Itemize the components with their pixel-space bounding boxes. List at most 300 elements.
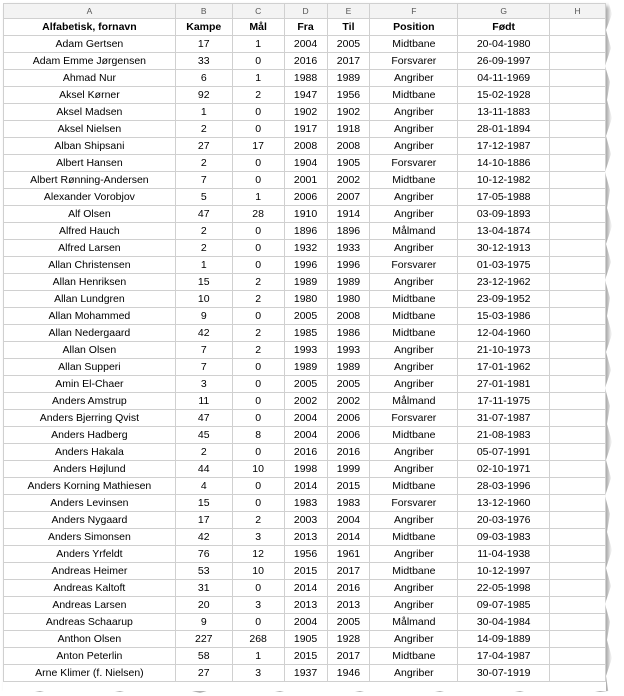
empty-cell[interactable] <box>550 274 606 291</box>
empty-cell[interactable] <box>550 563 606 580</box>
table-cell[interactable]: 1996 <box>327 257 370 274</box>
table-cell[interactable]: 05-07-1991 <box>458 444 550 461</box>
empty-cell[interactable] <box>550 257 606 274</box>
table-cell[interactable]: 2016 <box>327 444 370 461</box>
column-letter-g[interactable]: G <box>458 4 550 19</box>
table-cell[interactable]: Midtbane <box>370 648 458 665</box>
table-cell[interactable]: 2 <box>175 240 232 257</box>
empty-cell[interactable] <box>550 342 606 359</box>
table-cell[interactable]: Amin El-Chaer <box>4 376 176 393</box>
table-cell[interactable]: Angriber <box>370 342 458 359</box>
table-cell[interactable]: 1 <box>232 648 284 665</box>
empty-cell[interactable] <box>550 223 606 240</box>
table-cell[interactable]: 76 <box>175 546 232 563</box>
column-letter-a[interactable]: A <box>4 4 176 19</box>
table-cell[interactable]: 2 <box>232 291 284 308</box>
table-cell[interactable]: 0 <box>232 614 284 631</box>
table-cell[interactable]: 17-05-1988 <box>458 189 550 206</box>
table-cell[interactable]: 2004 <box>284 614 327 631</box>
empty-cell[interactable] <box>550 495 606 512</box>
table-cell[interactable]: Allan Mohammed <box>4 308 176 325</box>
table-cell[interactable]: 2006 <box>284 189 327 206</box>
table-cell[interactable]: 13-12-1960 <box>458 495 550 512</box>
table-cell[interactable]: Aksel Nielsen <box>4 121 176 138</box>
table-cell[interactable]: 1902 <box>327 104 370 121</box>
table-cell[interactable]: 2 <box>175 223 232 240</box>
table-cell[interactable]: 1905 <box>327 155 370 172</box>
table-cell[interactable]: 15 <box>175 495 232 512</box>
table-cell[interactable]: 0 <box>232 121 284 138</box>
table-cell[interactable]: 1998 <box>284 461 327 478</box>
empty-cell[interactable] <box>550 121 606 138</box>
table-cell[interactable]: 1896 <box>284 223 327 240</box>
table-cell[interactable]: 8 <box>232 427 284 444</box>
table-cell[interactable]: 9 <box>175 614 232 631</box>
table-cell[interactable]: Angriber <box>370 189 458 206</box>
table-cell[interactable]: Andreas Heimer <box>4 563 176 580</box>
table-cell[interactable]: 3 <box>232 529 284 546</box>
table-cell[interactable]: 1 <box>232 70 284 87</box>
header-cell[interactable]: Position <box>370 19 458 36</box>
table-cell[interactable]: 02-10-1971 <box>458 461 550 478</box>
table-cell[interactable]: 2001 <box>284 172 327 189</box>
table-cell[interactable]: 21-08-1983 <box>458 427 550 444</box>
table-cell[interactable]: 2 <box>232 325 284 342</box>
table-cell[interactable]: 2014 <box>284 580 327 597</box>
column-letter-e[interactable]: E <box>327 4 370 19</box>
empty-cell[interactable] <box>550 36 606 53</box>
empty-cell[interactable] <box>550 410 606 427</box>
empty-cell[interactable] <box>550 461 606 478</box>
table-cell[interactable]: 1993 <box>327 342 370 359</box>
empty-cell[interactable] <box>550 291 606 308</box>
table-cell[interactable]: Angriber <box>370 240 458 257</box>
table-cell[interactable]: Andreas Kaltoft <box>4 580 176 597</box>
empty-cell[interactable] <box>550 597 606 614</box>
table-cell[interactable]: 17-12-1987 <box>458 138 550 155</box>
table-cell[interactable]: 0 <box>232 223 284 240</box>
table-cell[interactable]: 2008 <box>327 308 370 325</box>
table-cell[interactable]: 2005 <box>284 376 327 393</box>
table-cell[interactable]: 1932 <box>284 240 327 257</box>
table-cell[interactable]: Andreas Schaarup <box>4 614 176 631</box>
table-cell[interactable]: 47 <box>175 410 232 427</box>
table-cell[interactable]: 2 <box>175 155 232 172</box>
column-letter-h[interactable]: H <box>550 4 606 19</box>
table-cell[interactable]: 20 <box>175 597 232 614</box>
table-cell[interactable]: 2 <box>232 342 284 359</box>
table-cell[interactable]: Forsvarer <box>370 495 458 512</box>
table-cell[interactable]: 15 <box>175 274 232 291</box>
table-cell[interactable]: 2004 <box>284 410 327 427</box>
table-cell[interactable]: 1989 <box>327 274 370 291</box>
table-cell[interactable]: Midtbane <box>370 308 458 325</box>
table-cell[interactable]: Ahmad Nur <box>4 70 176 87</box>
table-cell[interactable]: 27-01-1981 <box>458 376 550 393</box>
header-cell[interactable]: Kampe <box>175 19 232 36</box>
table-cell[interactable]: 1902 <box>284 104 327 121</box>
table-cell[interactable]: Angriber <box>370 444 458 461</box>
empty-cell[interactable] <box>550 648 606 665</box>
table-cell[interactable]: 22-05-1998 <box>458 580 550 597</box>
table-cell[interactable]: Anders Amstrup <box>4 393 176 410</box>
table-cell[interactable]: 2003 <box>284 512 327 529</box>
table-cell[interactable]: 1 <box>175 104 232 121</box>
table-cell[interactable]: 10-12-1997 <box>458 563 550 580</box>
table-cell[interactable]: 2005 <box>284 308 327 325</box>
table-cell[interactable]: 1983 <box>327 495 370 512</box>
table-cell[interactable]: Adam Gertsen <box>4 36 176 53</box>
table-cell[interactable]: 0 <box>232 53 284 70</box>
table-cell[interactable]: 3 <box>175 376 232 393</box>
table-cell[interactable]: 10 <box>175 291 232 308</box>
table-cell[interactable]: 2013 <box>327 597 370 614</box>
table-cell[interactable]: 2 <box>232 87 284 104</box>
table-cell[interactable]: 2002 <box>327 172 370 189</box>
table-cell[interactable]: Arne Klimer (f. Nielsen) <box>4 665 176 682</box>
table-cell[interactable]: 1928 <box>327 631 370 648</box>
table-cell[interactable]: 1956 <box>327 87 370 104</box>
table-cell[interactable]: Angriber <box>370 512 458 529</box>
table-cell[interactable]: 1946 <box>327 665 370 682</box>
table-cell[interactable]: 17 <box>175 512 232 529</box>
table-cell[interactable]: 30-12-1913 <box>458 240 550 257</box>
empty-cell[interactable] <box>550 546 606 563</box>
table-cell[interactable]: 17 <box>175 36 232 53</box>
empty-cell[interactable] <box>550 104 606 121</box>
header-cell[interactable]: Til <box>327 19 370 36</box>
table-cell[interactable]: Anders Simonsen <box>4 529 176 546</box>
header-cell[interactable]: Fra <box>284 19 327 36</box>
table-cell[interactable]: 2017 <box>327 53 370 70</box>
table-cell[interactable]: 1989 <box>284 274 327 291</box>
table-cell[interactable]: 5 <box>175 189 232 206</box>
table-cell[interactable]: 2008 <box>327 138 370 155</box>
empty-cell[interactable] <box>550 359 606 376</box>
table-cell[interactable]: 11-04-1938 <box>458 546 550 563</box>
table-cell[interactable]: Aksel Kørner <box>4 87 176 104</box>
table-cell[interactable]: Målmand <box>370 223 458 240</box>
table-cell[interactable]: Angriber <box>370 461 458 478</box>
header-cell[interactable]: Alfabetisk, fornavn <box>4 19 176 36</box>
table-cell[interactable]: Angriber <box>370 206 458 223</box>
table-cell[interactable]: 0 <box>232 376 284 393</box>
column-letter-f[interactable]: F <box>370 4 458 19</box>
table-cell[interactable]: 14-10-1886 <box>458 155 550 172</box>
table-cell[interactable]: Midtbane <box>370 427 458 444</box>
table-cell[interactable]: 2002 <box>284 393 327 410</box>
table-cell[interactable]: 2015 <box>327 478 370 495</box>
table-cell[interactable]: 10 <box>232 461 284 478</box>
table-cell[interactable]: 2002 <box>327 393 370 410</box>
table-cell[interactable]: Anders Levinsen <box>4 495 176 512</box>
table-cell[interactable]: Angriber <box>370 121 458 138</box>
table-cell[interactable]: 1989 <box>327 70 370 87</box>
table-cell[interactable]: 0 <box>232 240 284 257</box>
table-cell[interactable]: Angriber <box>370 104 458 121</box>
table-cell[interactable]: Allan Lundgren <box>4 291 176 308</box>
table-cell[interactable]: 28-01-1894 <box>458 121 550 138</box>
table-cell[interactable]: 1985 <box>284 325 327 342</box>
table-cell[interactable]: 2013 <box>284 529 327 546</box>
table-cell[interactable]: 12 <box>232 546 284 563</box>
table-cell[interactable]: Alfred Larsen <box>4 240 176 257</box>
table-cell[interactable]: 53 <box>175 563 232 580</box>
table-cell[interactable]: 58 <box>175 648 232 665</box>
table-cell[interactable]: 4 <box>175 478 232 495</box>
table-cell[interactable]: 0 <box>232 155 284 172</box>
table-cell[interactable]: 2005 <box>327 614 370 631</box>
table-cell[interactable]: Allan Supperi <box>4 359 176 376</box>
table-cell[interactable]: 1988 <box>284 70 327 87</box>
table-cell[interactable]: Angriber <box>370 70 458 87</box>
empty-cell[interactable] <box>550 665 606 682</box>
table-cell[interactable]: 2016 <box>284 53 327 70</box>
table-cell[interactable]: Alfred Hauch <box>4 223 176 240</box>
table-cell[interactable]: 1983 <box>284 495 327 512</box>
table-cell[interactable]: 1980 <box>327 291 370 308</box>
table-cell[interactable]: 11 <box>175 393 232 410</box>
empty-cell[interactable] <box>550 155 606 172</box>
empty-cell[interactable] <box>550 172 606 189</box>
table-cell[interactable]: 2015 <box>284 563 327 580</box>
table-cell[interactable]: 2004 <box>284 36 327 53</box>
table-cell[interactable]: 0 <box>232 308 284 325</box>
table-cell[interactable]: 15-03-1986 <box>458 308 550 325</box>
table-cell[interactable]: 0 <box>232 444 284 461</box>
empty-cell[interactable] <box>550 512 606 529</box>
table-cell[interactable]: 17-04-1987 <box>458 648 550 665</box>
table-cell[interactable]: 2007 <box>327 189 370 206</box>
table-cell[interactable]: 3 <box>232 665 284 682</box>
table-cell[interactable]: Anders Højlund <box>4 461 176 478</box>
table-cell[interactable]: 1918 <box>327 121 370 138</box>
table-cell[interactable]: Angriber <box>370 546 458 563</box>
table-cell[interactable]: Alf Olsen <box>4 206 176 223</box>
table-cell[interactable]: 2 <box>232 512 284 529</box>
table-cell[interactable]: 04-11-1969 <box>458 70 550 87</box>
table-cell[interactable]: 17-01-1962 <box>458 359 550 376</box>
table-cell[interactable]: Anders Yrfeldt <box>4 546 176 563</box>
empty-cell[interactable] <box>550 70 606 87</box>
table-cell[interactable]: 23-09-1952 <box>458 291 550 308</box>
table-cell[interactable]: Albert Hansen <box>4 155 176 172</box>
table-cell[interactable]: 10 <box>232 563 284 580</box>
table-cell[interactable]: 28 <box>232 206 284 223</box>
table-cell[interactable]: Anton Peterlin <box>4 648 176 665</box>
table-cell[interactable]: Forsvarer <box>370 53 458 70</box>
table-cell[interactable]: 47 <box>175 206 232 223</box>
table-cell[interactable]: 1 <box>232 189 284 206</box>
table-cell[interactable]: Angriber <box>370 274 458 291</box>
table-cell[interactable]: Anders Nygaard <box>4 512 176 529</box>
table-cell[interactable]: 2017 <box>327 563 370 580</box>
empty-cell[interactable] <box>550 444 606 461</box>
table-cell[interactable]: Midtbane <box>370 325 458 342</box>
table-cell[interactable]: 27 <box>175 665 232 682</box>
table-cell[interactable]: Allan Henriksen <box>4 274 176 291</box>
table-cell[interactable]: 2016 <box>327 580 370 597</box>
table-cell[interactable]: 14-09-1889 <box>458 631 550 648</box>
table-cell[interactable]: 31 <box>175 580 232 597</box>
table-cell[interactable]: Midtbane <box>370 291 458 308</box>
table-cell[interactable]: 0 <box>232 104 284 121</box>
table-cell[interactable]: Albert Rønning-Andersen <box>4 172 176 189</box>
table-cell[interactable]: Midtbane <box>370 563 458 580</box>
table-cell[interactable]: Alexander Vorobjov <box>4 189 176 206</box>
empty-cell[interactable] <box>550 19 606 36</box>
empty-cell[interactable] <box>550 240 606 257</box>
table-cell[interactable]: 13-04-1874 <box>458 223 550 240</box>
table-cell[interactable]: 2013 <box>284 597 327 614</box>
empty-cell[interactable] <box>550 138 606 155</box>
table-cell[interactable]: Angriber <box>370 376 458 393</box>
table-cell[interactable]: Aksel Madsen <box>4 104 176 121</box>
table-cell[interactable]: 1914 <box>327 206 370 223</box>
table-cell[interactable]: Anders Korning Mathiesen <box>4 478 176 495</box>
table-cell[interactable]: 42 <box>175 325 232 342</box>
table-cell[interactable]: 227 <box>175 631 232 648</box>
table-cell[interactable]: Midtbane <box>370 172 458 189</box>
table-cell[interactable]: 45 <box>175 427 232 444</box>
header-cell[interactable]: Født <box>458 19 550 36</box>
table-cell[interactable]: Angriber <box>370 631 458 648</box>
table-cell[interactable]: Anders Bjerring Qvist <box>4 410 176 427</box>
table-cell[interactable]: 2004 <box>327 512 370 529</box>
table-cell[interactable]: 42 <box>175 529 232 546</box>
table-cell[interactable]: 2005 <box>327 376 370 393</box>
column-letter-d[interactable]: D <box>284 4 327 19</box>
table-cell[interactable]: Angriber <box>370 138 458 155</box>
table-cell[interactable]: 268 <box>232 631 284 648</box>
table-cell[interactable]: 09-07-1985 <box>458 597 550 614</box>
table-cell[interactable]: 1 <box>175 257 232 274</box>
table-cell[interactable]: 7 <box>175 342 232 359</box>
empty-cell[interactable] <box>550 206 606 223</box>
table-cell[interactable]: 33 <box>175 53 232 70</box>
table-cell[interactable]: 13-11-1883 <box>458 104 550 121</box>
table-cell[interactable]: 2014 <box>284 478 327 495</box>
empty-cell[interactable] <box>550 53 606 70</box>
table-cell[interactable]: 0 <box>232 172 284 189</box>
empty-cell[interactable] <box>550 308 606 325</box>
table-cell[interactable]: 26-09-1997 <box>458 53 550 70</box>
table-cell[interactable]: Anders Hakala <box>4 444 176 461</box>
table-cell[interactable]: Andreas Larsen <box>4 597 176 614</box>
empty-cell[interactable] <box>550 614 606 631</box>
table-cell[interactable]: 20-03-1976 <box>458 512 550 529</box>
empty-cell[interactable] <box>550 529 606 546</box>
table-cell[interactable]: Anthon Olsen <box>4 631 176 648</box>
table-cell[interactable]: 2016 <box>284 444 327 461</box>
table-cell[interactable]: 20-04-1980 <box>458 36 550 53</box>
table-cell[interactable]: 0 <box>232 393 284 410</box>
table-cell[interactable]: 0 <box>232 410 284 427</box>
table-cell[interactable]: Angriber <box>370 597 458 614</box>
table-cell[interactable]: 2 <box>175 121 232 138</box>
table-cell[interactable]: 44 <box>175 461 232 478</box>
table-cell[interactable]: 1937 <box>284 665 327 682</box>
table-cell[interactable]: Angriber <box>370 359 458 376</box>
table-cell[interactable]: 1989 <box>284 359 327 376</box>
empty-cell[interactable] <box>550 478 606 495</box>
empty-cell[interactable] <box>550 325 606 342</box>
table-cell[interactable]: 2008 <box>284 138 327 155</box>
table-cell[interactable]: 30-04-1984 <box>458 614 550 631</box>
table-cell[interactable]: 1947 <box>284 87 327 104</box>
table-cell[interactable]: 31-07-1987 <box>458 410 550 427</box>
table-cell[interactable]: 2014 <box>327 529 370 546</box>
table-cell[interactable]: 0 <box>232 478 284 495</box>
table-cell[interactable]: 09-03-1983 <box>458 529 550 546</box>
table-cell[interactable]: 1980 <box>284 291 327 308</box>
table-cell[interactable]: 2017 <box>327 648 370 665</box>
empty-cell[interactable] <box>550 427 606 444</box>
table-cell[interactable]: 10-12-1982 <box>458 172 550 189</box>
table-cell[interactable]: Midtbane <box>370 87 458 104</box>
spreadsheet-grid[interactable] <box>3 3 606 691</box>
table-cell[interactable]: Midtbane <box>370 36 458 53</box>
table-cell[interactable]: 7 <box>175 172 232 189</box>
empty-cell[interactable] <box>550 87 606 104</box>
table-cell[interactable]: 7 <box>175 359 232 376</box>
table-cell[interactable]: 1917 <box>284 121 327 138</box>
table-cell[interactable]: Adam Emme Jørgensen <box>4 53 176 70</box>
table-cell[interactable]: 30-07-1919 <box>458 665 550 682</box>
table-cell[interactable]: 2005 <box>327 36 370 53</box>
empty-cell[interactable] <box>550 189 606 206</box>
table-cell[interactable]: 1933 <box>327 240 370 257</box>
table-cell[interactable]: 28-03-1996 <box>458 478 550 495</box>
empty-cell[interactable] <box>550 631 606 648</box>
table-cell[interactable]: 21-10-1973 <box>458 342 550 359</box>
table-cell[interactable]: 27 <box>175 138 232 155</box>
table-cell[interactable]: 15-02-1928 <box>458 87 550 104</box>
table-cell[interactable]: 1904 <box>284 155 327 172</box>
table-cell[interactable]: 17 <box>232 138 284 155</box>
table-cell[interactable]: 1905 <box>284 631 327 648</box>
table-cell[interactable]: 01-03-1975 <box>458 257 550 274</box>
table-cell[interactable]: 1956 <box>284 546 327 563</box>
table-cell[interactable]: 1996 <box>284 257 327 274</box>
header-cell[interactable]: Mål <box>232 19 284 36</box>
table-cell[interactable]: 9 <box>175 308 232 325</box>
table-cell[interactable]: Midtbane <box>370 529 458 546</box>
table-cell[interactable]: Allan Nedergaard <box>4 325 176 342</box>
table-cell[interactable]: 03-09-1893 <box>458 206 550 223</box>
table-cell[interactable]: Forsvarer <box>370 155 458 172</box>
table-cell[interactable]: 1 <box>232 36 284 53</box>
table-cell[interactable]: 2006 <box>327 410 370 427</box>
table-cell[interactable]: Forsvarer <box>370 410 458 427</box>
table-cell[interactable]: 1989 <box>327 359 370 376</box>
table-cell[interactable]: 2006 <box>327 427 370 444</box>
table-cell[interactable]: 1993 <box>284 342 327 359</box>
column-letter-c[interactable]: C <box>232 4 284 19</box>
empty-cell[interactable] <box>550 393 606 410</box>
table-cell[interactable]: 0 <box>232 257 284 274</box>
table-cell[interactable]: 1910 <box>284 206 327 223</box>
table-cell[interactable]: 2015 <box>284 648 327 665</box>
table-cell[interactable]: 6 <box>175 70 232 87</box>
table-cell[interactable]: 92 <box>175 87 232 104</box>
table-cell[interactable]: 3 <box>232 597 284 614</box>
table-cell[interactable]: 17-11-1975 <box>458 393 550 410</box>
table-cell[interactable]: Midtbane <box>370 478 458 495</box>
table-cell[interactable]: 1999 <box>327 461 370 478</box>
table-cell[interactable]: 1961 <box>327 546 370 563</box>
table-cell[interactable]: 23-12-1962 <box>458 274 550 291</box>
